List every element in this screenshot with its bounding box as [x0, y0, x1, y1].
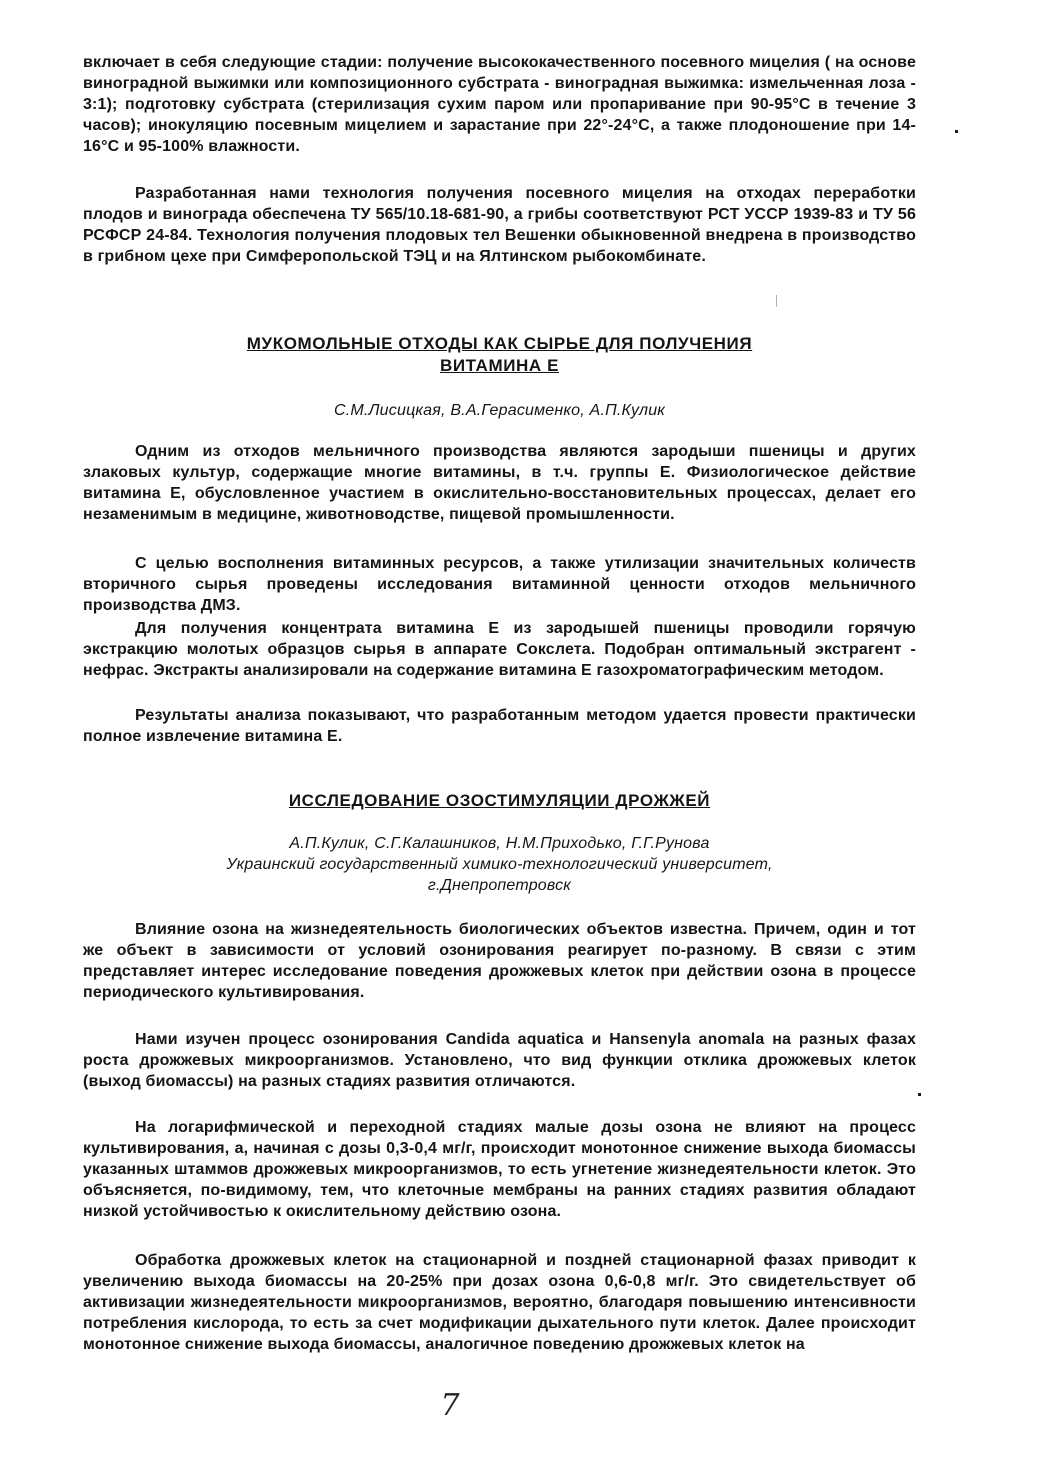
scan-speck	[776, 295, 777, 307]
section1-paragraph-2: Разработанная нами технология получения посевного мицелия на отходах переработки плодов и винограда обеспечена ТУ 565/10.18-681-90, а грибы соответствуют РСТ УССР 1939-83 и ТУ 56 РСФСР 24-84. Технология получения плодовых тел Вешенки обыкновенной внедрена в производство в грибном цехе при Симферопольской ТЭЦ и на Ялтинском рыбокомбинате.	[83, 185, 916, 265]
section2-paragraph-4: Результаты анализа показывают, что разработанным методом удается провести практически полное извлечение витамина Е.	[83, 707, 916, 745]
section2-paragraph-2: С целью восполнения витаминных ресурсов, а также утилизации значительных количеств вторичного сырья проведены исследования витаминной ценности отходов мельничного производства ДМЗ.	[83, 555, 916, 614]
scan-speck	[918, 1093, 921, 1096]
section2-title-line1: МУКОМОЛЬНЫЕ ОТХОДЫ КАК СЫРЬЕ ДЛЯ ПОЛУЧЕНИЯ	[246, 334, 753, 353]
section3-authors: А.П.Кулик, С.Г.Калашников, Н.М.Приходько, Г.Г.Рунова	[289, 835, 710, 852]
page-number: 7	[440, 1388, 460, 1423]
section3-paragraph-4: Обработка дрожжевых клеток на стационарной и поздней стационарной фазах приводит к увеличению выхода биомассы на 20-25% при дозах озона 0,6-0,8 мг/г. Это свидетельствует об активизации жизнедеятельности микроорганизмов, вероятно, благодаря повышению интенсивности потребления кислорода, то есть за счет модификации дыхательного пути клеток. Далее происходит монотонное снижение выхода биомассы, аналогичное поведению дрожжевых клеток на	[83, 1252, 916, 1353]
section2-authors: С.М.Лисицкая, В.А.Герасименко, А.П.Кулик	[333, 402, 666, 419]
section2-paragraph-1: Одним из отходов мельничного производства являются зародыши пшеницы и других злаковых культур, содержащие многие витамины, в т.ч. группы Е. Физиологическое действие витамина Е, обусловленное участием в окислительно-восстановительных процессах, делает его незаменимым в медицине, животноводстве, пищевой промышленности.	[83, 443, 916, 523]
section3-paragraph-1: Влияние озона на жизнедеятельность биологических объектов известна. Причем, один и тот же объект в зависимости от условий озонирования реагирует по-разному. В связи с этим представляет интерес исследование поведения дрожжевых клеток при действии озона в процессе периодического культивирования.	[83, 921, 916, 1001]
section2-title-line2: ВИТАМИНА Е	[439, 356, 560, 375]
section3-affiliation: Украинский государственный химико-технологический университет,	[226, 856, 773, 873]
section3-paragraph-2: Нами изучен процесс озонирования Candida aquatica и Hansenyla anomala на разных фазах роста дрожжевых микроорганизмов. Установлено, что вид функции отклика дрожжевых клеток (выход биомассы) на разных стадиях развития отличаются.	[83, 1031, 916, 1090]
scan-speck	[955, 130, 958, 133]
section3-city: г.Днепропетровск	[427, 877, 572, 894]
section3-paragraph-3: На логарифмической и переходной стадиях малые дозы озона не влияют на процесс культивирования, а, начиная с дозы 0,3-0,4 мг/г, происходит монотонное снижение выхода биомассы указанных штаммов дрожжевых микроорганизмов, то есть угнетение жизнедеятельности клеток. Это объясняется, по-видимому, тем, что клеточные мембраны на ранних стадиях развития обладают низкой устойчивостью к окислительному действию озона.	[83, 1119, 916, 1220]
section3-title: ИССЛЕДОВАНИЕ ОЗОСТИМУЛЯЦИИ ДРОЖЖЕЙ	[288, 791, 711, 810]
section2-paragraph-3: Для получения концентрата витамина Е из зародышей пшеницы проводили горячую экстракцию молотых образцов сырья в аппарате Сокслета. Подобран оптимальный экстрагент - нефрас. Экстракты анализировали на содержание витамина Е газохроматографическим методом.	[83, 620, 916, 679]
section1-paragraph-1: включает в себя следующие стадии: получение высококачественного посевного мицелия ( на основе виноградной выжимки или композиционного субстрата - виноградная выжимка: измельченная лоза - 3:1); подготовку субстрата (стерилизация сухим паром или пропаривание при 90-95°C в течение 3 часов); инокуляцию посевным мицелием и зарастание при 22°-24°C, а также плодоношение при 14-16°C и 95-100% влажности.	[83, 54, 916, 155]
